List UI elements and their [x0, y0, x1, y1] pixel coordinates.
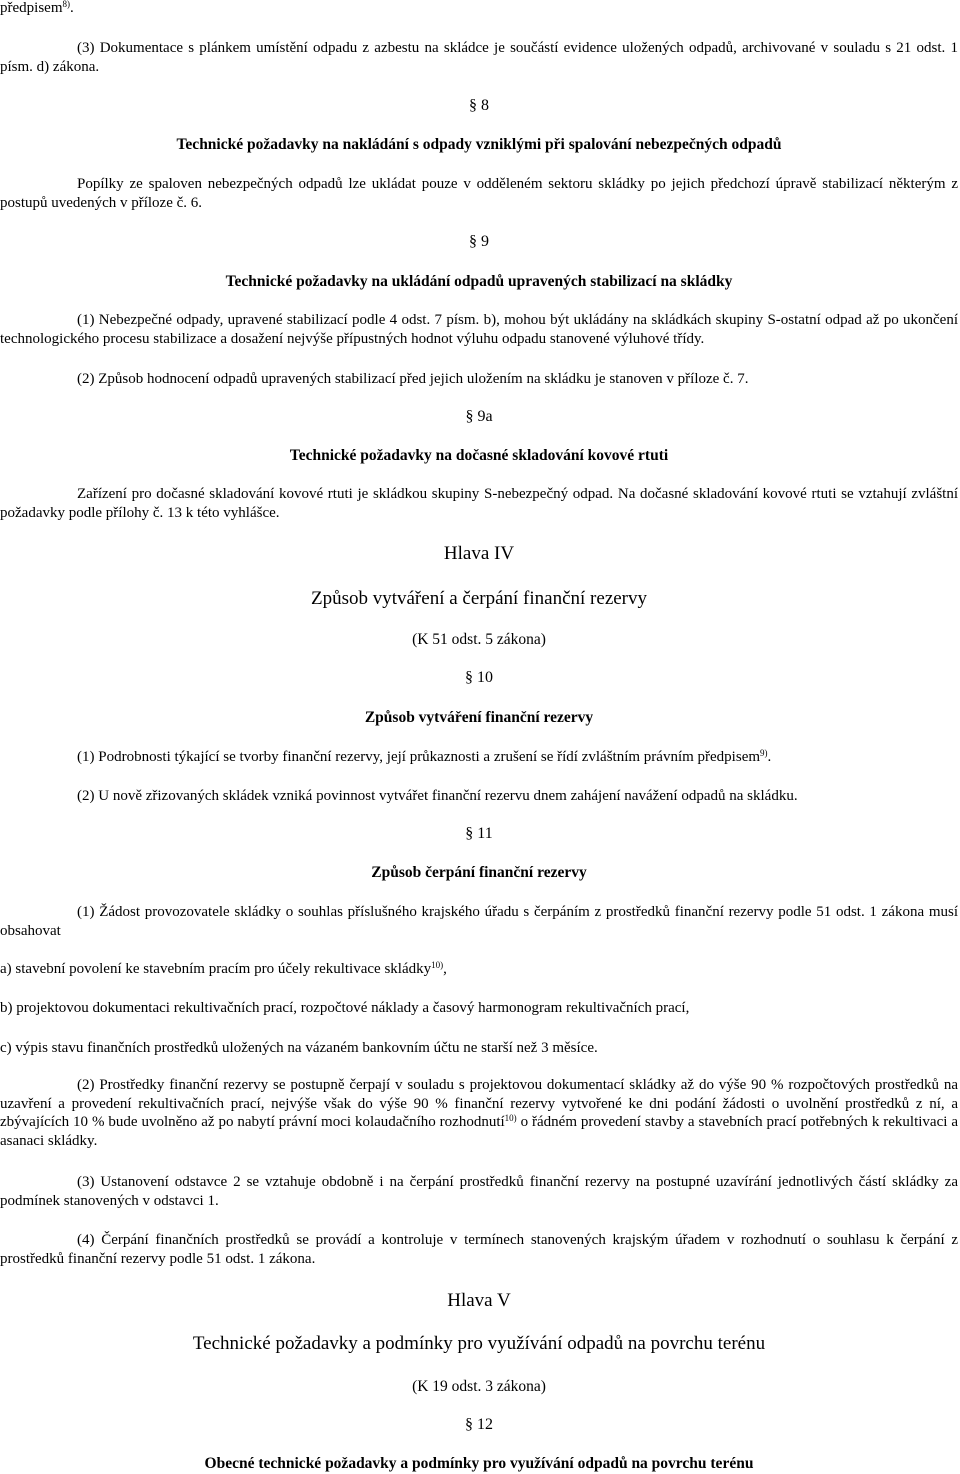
section-9a-number: § 9a — [465, 408, 493, 425]
chapter-5-title: Technické požadavky a podmínky pro využívání odpadů na povrchu terénu — [192, 1333, 766, 1354]
paragraph-sign: § — [469, 97, 481, 114]
section-9-number: § 9 — [469, 233, 489, 250]
section-11-title: Způsob čerpání finanční rezervy — [371, 864, 587, 881]
section-8-number: § 8 — [469, 97, 489, 114]
section-10-paragraph-1: (1) Podrobnosti týkající se tvorby finanční rezervy, její průkaznosti a zrušení se řídí zvláštním právním předpisem$^{9)}$. — [77, 748, 772, 765]
section-11-item-c: c) výpis stavu finančních prostředků uložených na vázaném bankovním účtu ne starší než 3 měsíce. — [0, 1040, 598, 1056]
section-11-number: § 11 — [465, 825, 493, 842]
paragraph-sign: § — [465, 408, 478, 425]
section-11-paragraph-4: (4) Čerpání finančních prostředků se provádí a kontroluje v termínech stanovených krajským úřadem v rozhodnutí o souhlasu k čerpání z prostředků finanční rezervy podle 51 odst. 1 zákona. — [0, 1232, 958, 1267]
section-9-title: Technické požadavky na ukládání odpadů upravených stabilizací na skládky — [225, 273, 733, 290]
footnote-ref: 10) — [431, 960, 444, 970]
section-12-title: Obecné technické požadavky a podmínky pro využívání odpadů na povrchu terénu — [204, 1455, 754, 1472]
section-8-text: Popílky ze spaloven nebezpečných odpadů lze ukládat pouze v odděleném sektoru skládky po jejich předchozí úpravě stabilizací některým z postupů uvedených v příloze č. 6. — [0, 176, 958, 211]
footnote-ref: 10) — [504, 1113, 517, 1123]
paragraph-sign: § — [465, 669, 477, 686]
paragraph-dokumentace: (3) Dokumentace s plánkem umístění odpadu z azbestu na skládce je součástí evidence uložených odpadů, archivované v souladu s 21 odst. 1 písm. d) zákona. — [0, 40, 958, 75]
section-11-paragraph-1: (1) Žádost provozovatele skládky o souhlas příslušného krajského úřadu s čerpáním z prostředků finanční rezervy podle 51 odst. 1 zákona musí obsahovat — [0, 904, 958, 939]
chapter-5-label: Hlava V — [447, 1290, 511, 1311]
chapter-4-title: Způsob vytváření a čerpání finanční rezervy — [310, 588, 648, 609]
section-11-paragraph-2: (2) Prostředky finanční rezervy se postupně čerpají v souladu s projektovou dokumentací skládky až do výše 90 % rozpočtových prostředků na uzavření a provedení rekultivačních prací, nejvýše však do výše 90 % finanční rezervy vytvořené ke dni podání žádosti o uvolnění prostředků z ní, a zbývajících 10 % bude uvolněno až po nabytí právní moci kolaudačního rozhodnutí$^{10)}$ o řádném provedení stavby a stavebních prací potřebných k rekultivaci a asanaci skládky. — [0, 1077, 958, 1149]
continuation-tail: . — [69, 0, 74, 16]
footnote-ref: 8) — [62, 0, 70, 9]
continuation-text: předpisem — [0, 0, 63, 16]
section-9a-title: Technické požadavky na dočasné skladování kovové rtuti — [289, 447, 669, 464]
paragraph-sign: § — [465, 1416, 477, 1433]
section-8-title: Technické požadavky na nakládání s odpady vzniklými při spalování nebezpečných odpadů — [176, 136, 782, 153]
chapter-4-reference: (K 51 odst. 5 zákona) — [412, 631, 546, 648]
section-11-item-b: b) projektovou dokumentaci rekultivačních prací, rozpočtové náklady a časový harmonogram rekultivačních prací, — [0, 1000, 690, 1016]
section-11-paragraph-3: (3) Ustanovení odstavce 2 se vztahuje obdobně i na čerpání prostředků finanční rezervy na postupné uzavírání jednotlivých částí skládky za podmínek stanovených v odstavci 1. — [0, 1174, 958, 1209]
footnote-ref: 9) — [760, 748, 768, 758]
paragraph-sign: § — [465, 825, 478, 842]
section-9a-text: Zařízení pro dočasné skladování kovové rtuti je skládkou skupiny S-nebezpečný odpad. Na dočasné skladování kovové rtuti se vztahují zvláštní požadavky podle přílohy č. 13 k této vyhlášce. — [0, 486, 958, 521]
section-11-item-a: a) stavební povolení ke stavebním pracím pro účely rekultivace skládky$^{10)}$, — [0, 960, 447, 977]
section-9-paragraph-2: (2) Způsob hodnocení odpadů upravených stabilizací před jejich uložením na skládku je stanoven v příloze č. 7. — [77, 371, 749, 387]
section-10-title: Způsob vytváření finanční rezervy — [364, 709, 594, 726]
section-9-paragraph-1: (1) Nebezpečné odpady, upravené stabilizací podle 4 odst. 7 písm. b), mohou být ukládány na skládkách skupiny S-ostatní odpad až po ukončení technologického procesu stabilizace a dosažení nejvýše přípustných hodnot výluhu odpadu stanovené výluhové třídy. — [0, 312, 958, 347]
section-10-paragraph-2: (2) U nově zřizovaných skládek vzniká povinnost vytvářet finanční rezervu dnem zahájení navážení odpadů na skládku. — [77, 788, 798, 804]
continuation-line — [0, 0, 958, 18]
section-12-number: § 12 — [465, 1416, 493, 1433]
paragraph-sign: § — [469, 233, 481, 250]
chapter-4-label: Hlava IV — [443, 543, 515, 564]
chapter-5-reference: (K 19 odst. 3 zákona) — [412, 1378, 546, 1395]
section-10-number: § 10 — [465, 669, 493, 686]
